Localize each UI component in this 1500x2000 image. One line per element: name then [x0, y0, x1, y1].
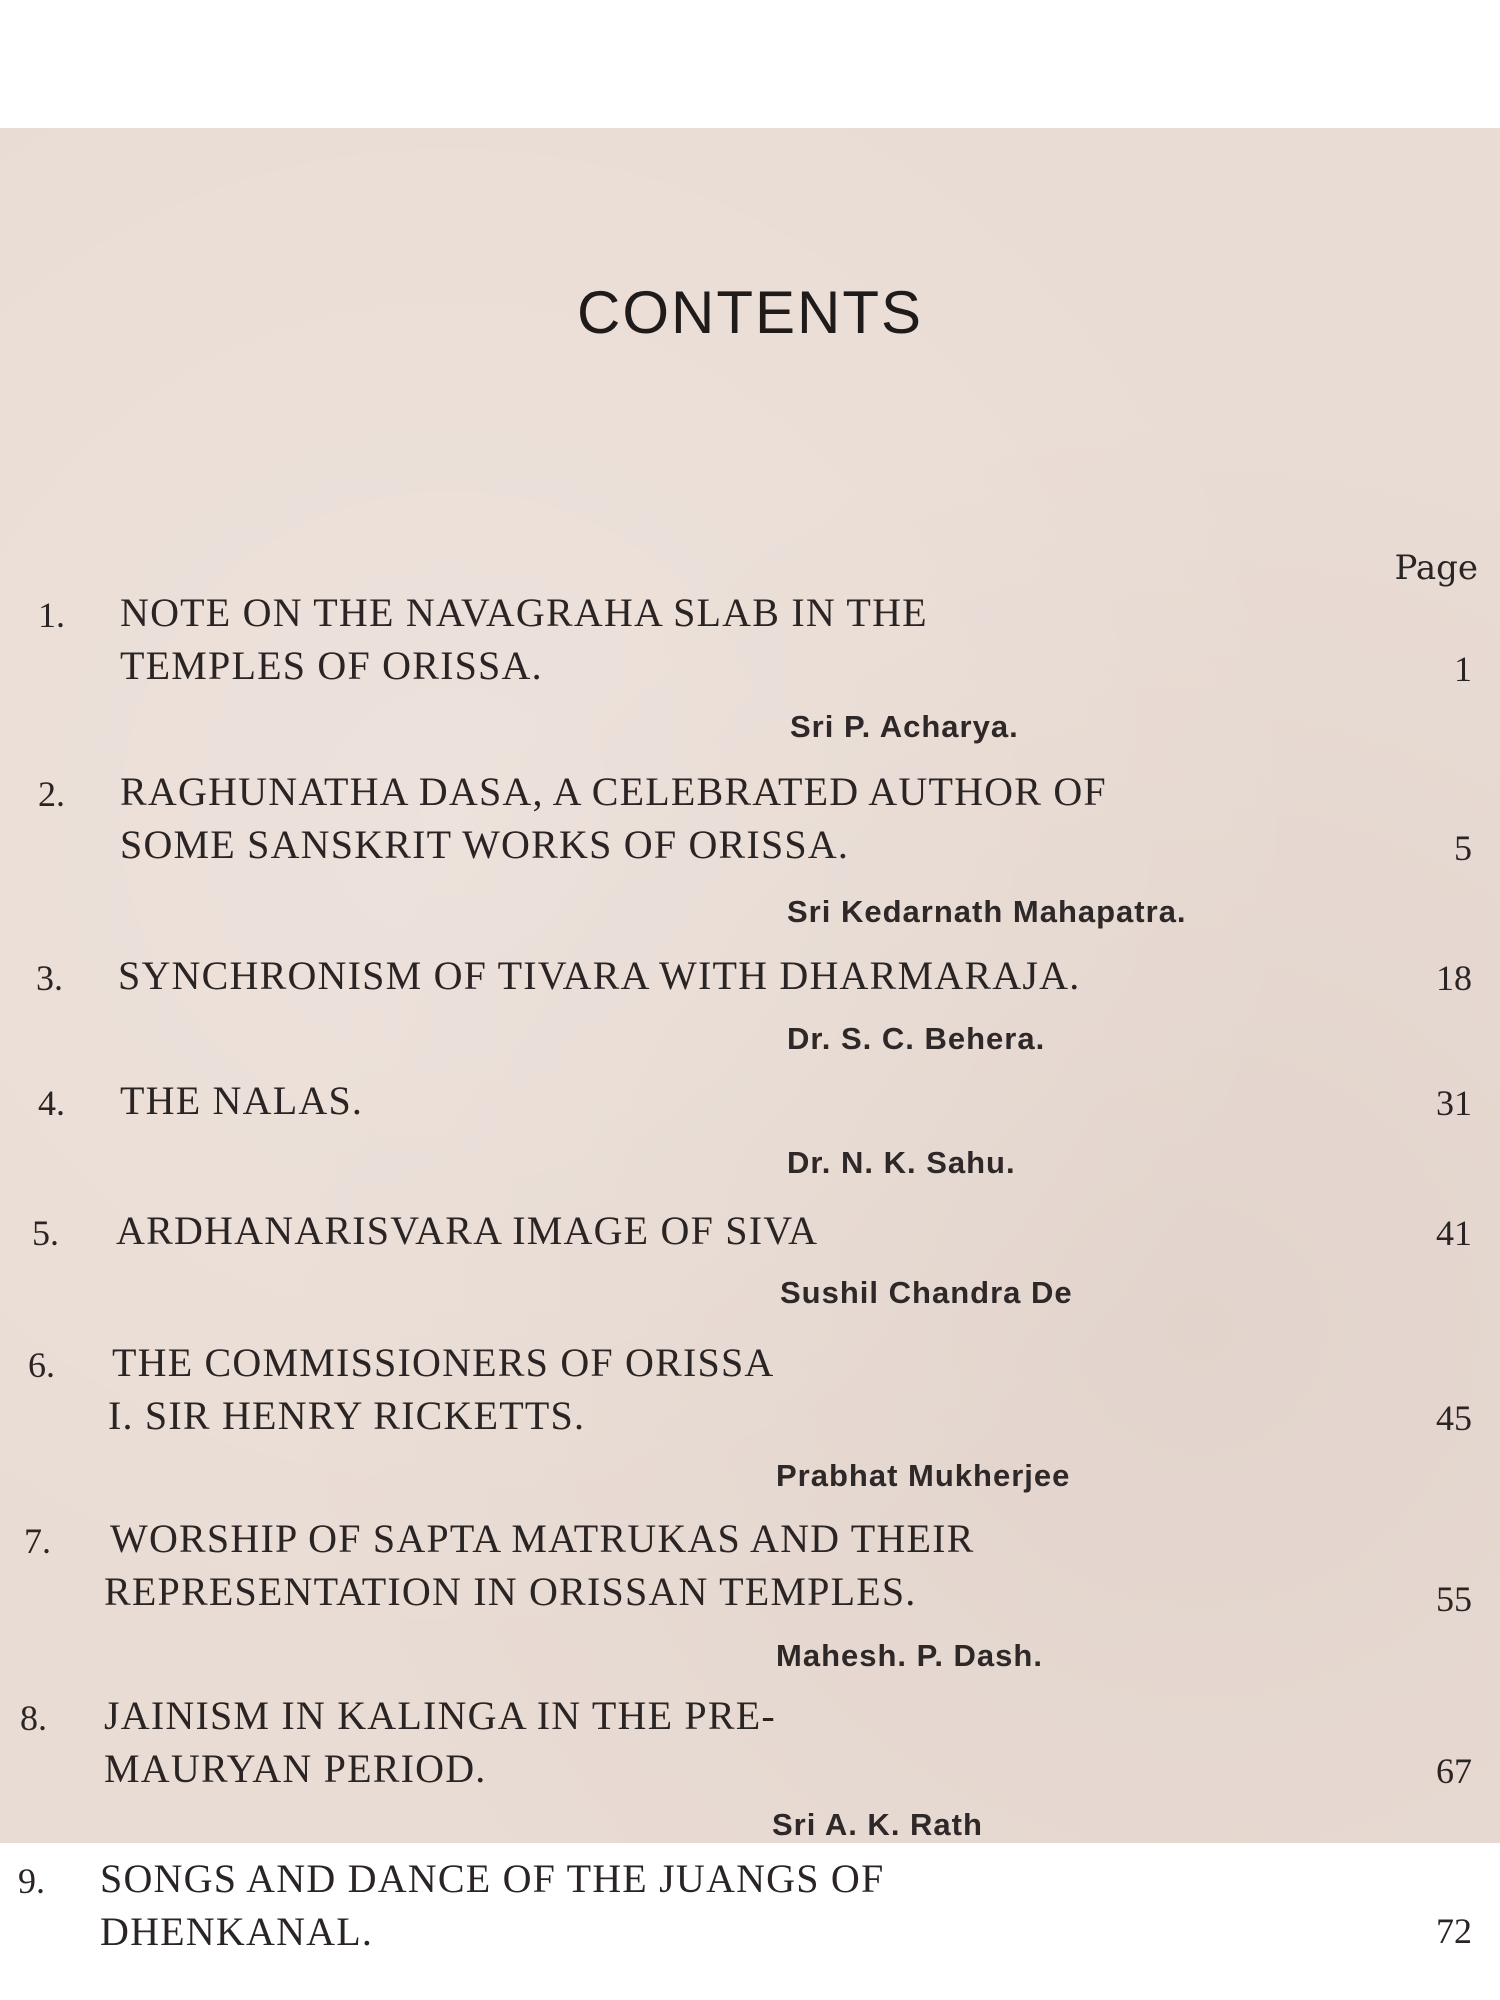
page-title: CONTENTS [577, 279, 923, 346]
entry-title: RAGHUNATHA DASA, A CELEBRATED AUTHOR OF SOME SANSKRIT WORKS OF ORISSA. [120, 769, 1107, 867]
entry-number: 3. [36, 958, 63, 998]
entry-page: 67 [1436, 1751, 1472, 1791]
contents-page [0, 128, 1500, 1954]
entry-title: SYNCHRONISM OF TIVARA WITH DHARMARAJA. [118, 953, 1081, 998]
entry-number: 8. [20, 1698, 47, 1738]
entry-title: THE COMMISSIONERS OF ORISSA I. SIR HENRY RICKETTS. [108, 1340, 775, 1438]
entry-page: 55 [1436, 1579, 1472, 1619]
entry-number: 1. [38, 595, 65, 635]
entry-page: 41 [1436, 1213, 1472, 1253]
entry-title: NOTE ON THE NAVAGRAHA SLAB IN THE TEMPLES OF ORISSA. [120, 590, 928, 688]
entry-author: Sri P. Acharya. [790, 709, 1019, 744]
entry-title: JAINISM IN KALINGA IN THE PRE- MAURYAN PERIOD. [104, 1693, 776, 1791]
entry-author: Sri A. K. Rath [772, 1807, 983, 1842]
entry-title: WORSHIP OF SAPTA MATRUKAS AND THEIR REPRESENTATION IN ORISSAN TEMPLES. [104, 1516, 975, 1614]
entry-title: SONGS AND DANCE OF THE JUANGS OF DHENKANAL. [100, 1856, 885, 1954]
entry-author: Prabhat Mukherjee [776, 1458, 1071, 1493]
entry-number: 7. [24, 1521, 51, 1561]
entry-page: 1 [1454, 649, 1472, 689]
entry-page: 45 [1436, 1398, 1472, 1438]
entry-page: 5 [1454, 828, 1472, 868]
entry-author: Sri Kedarnath Mahapatra. [787, 894, 1187, 929]
entry-number: 9. [18, 1861, 45, 1901]
entry-title: THE NALAS. [120, 1078, 364, 1123]
entry-page: 31 [1436, 1083, 1472, 1123]
entry-author: Sushil Chandra De [780, 1275, 1073, 1310]
page-column-label: Page [1394, 548, 1478, 588]
entry-number: 4. [38, 1083, 65, 1123]
entry-page: 72 [1436, 1911, 1472, 1951]
entry-title: ARDHANARISVARA IMAGE OF SIVA [116, 1208, 819, 1253]
entry-author: Mahesh. P. Dash. [776, 1638, 1043, 1673]
entry-author: Dr. S. C. Behera. [787, 1021, 1046, 1056]
entry-page: 18 [1436, 958, 1472, 998]
entry-number: 5. [32, 1213, 59, 1253]
entry-author: Dr. N. K. Sahu. [787, 1145, 1016, 1180]
entry-number: 6. [28, 1345, 55, 1385]
entry-number: 2. [38, 774, 65, 814]
